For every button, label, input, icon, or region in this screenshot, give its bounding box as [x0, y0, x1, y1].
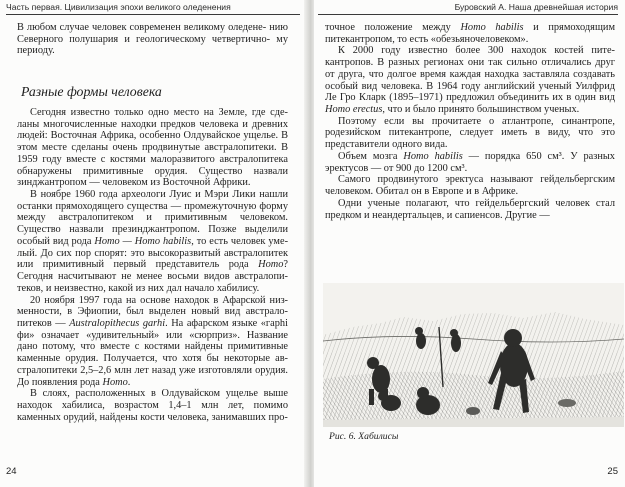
running-head-left: Часть первая. Цивилизация эпохи великого оледенения: [6, 2, 231, 12]
section-heading: Разные формы человека: [21, 84, 162, 99]
body-paragraph: Объем мозга Homo habilis — порядка 650 см³. У разных эректусов — от 900 до 1200 см³.: [325, 150, 615, 174]
page-number-right: 25: [607, 466, 618, 477]
intro-text: В любом случае человек современен великому оледене- нию Северного полушария и геологическому четвертично- му периоду.: [17, 22, 288, 57]
body-paragraph: К 2000 году известно более 300 находок костей питекантропов. В разных регионах они так сильно отличались друг от друга, что долгое время каждая находка заставляла создавать особый вид человека. В 1964 году английский ученый Уилфрид Ле Гро Кларк (1895–1971) предложил объединить их в один вид Homo erectus, что и было принято большинством ученых.: [325, 45, 616, 116]
body-paragraph: В слоях, расположенных в Олдувайском ущелье выше находок хабилиса, возрастом 1,4–1 млн лет, помимо каменных орудий, найдены кости человека, занимавших про-: [17, 388, 288, 423]
header-rule-right: [318, 14, 618, 15]
left-body-text: [17, 107, 288, 423]
page-number-left: 24: [6, 466, 17, 477]
body-paragraph: 20 ноября 1997 года на основе находок в Афарской низменности, в Эфиопии, был выделен новый вид австралопитеков — Australopithecus garhi. На афарском языке «гарhi фи» означает «удивительный» или «сюрприз». Название дано потому, что вместе с костями найдены примитивные каменные орудия. Получается, что хотя бы некоторые австралопитеки 2,5–2,6 млн лет назад уже изготовляли орудия. До появления рода Homo.: [17, 294, 288, 388]
left-page: [0, 0, 306, 487]
running-head-right: Буровский А. Наша древнейшая история: [454, 2, 618, 12]
body-paragraph: Поэтому если вы прочитаете о атлантропе, синантропе, родезийском питекантропе, следует иметь в виду, что это представители одного вида.: [325, 115, 615, 151]
right-body-text: [325, 22, 615, 221]
right-page: [314, 0, 625, 487]
header-rule-left: [6, 14, 300, 15]
figure-caption: Рис. 6. Хабилисы: [329, 431, 399, 442]
body-paragraph: точное положение между Homo habilis и прямоходящим питекантропом, то есть «обезьяночеловеком».: [325, 22, 615, 45]
body-paragraph: Одни ученые полагают, что гейдельбергский человек стал предком и неандертальцев, и сапиенсов. Другие —: [325, 197, 615, 221]
habilis-illustration: [323, 283, 624, 427]
intro-paragraph: [17, 22, 288, 57]
body-paragraph: В ноябре 1960 года археологи Луис и Мэри Лики нашли останки прямоходящего существа — промежуточную форму между австралопитеком и примитивным человеком. Существо назвали презинджантропом. Позже выделили особый вид рода Homo — Homo habilis, то есть человек умелый. До сих пор спорят: это высокоразвитый австралопитек или примитивный первый представитель рода Homo? Сегодня насчитывают не менее восьми видов австралопитеков, и неизвестно, какой из них дал начало хабилису.: [17, 189, 289, 294]
body-paragraph: Сегодня известно только одно место на Земле, где сделаны многочисленные находки предков человека и древних людей: Восточная Африка, особенно Олдувайское ущелье. В этом месте сделаны очень продвинутые австралопитеки. В 1959 году вместе с костями малоразвитого австралопитека обнаружены примитивные орудия. Существо назвали зинджантропом — человеком из Восточной Африки.: [17, 107, 288, 189]
body-paragraph: Самого продвинутого эректуса называют гейдельбергским человеком. Обитал он в Европе и в Африке.: [325, 174, 615, 198]
